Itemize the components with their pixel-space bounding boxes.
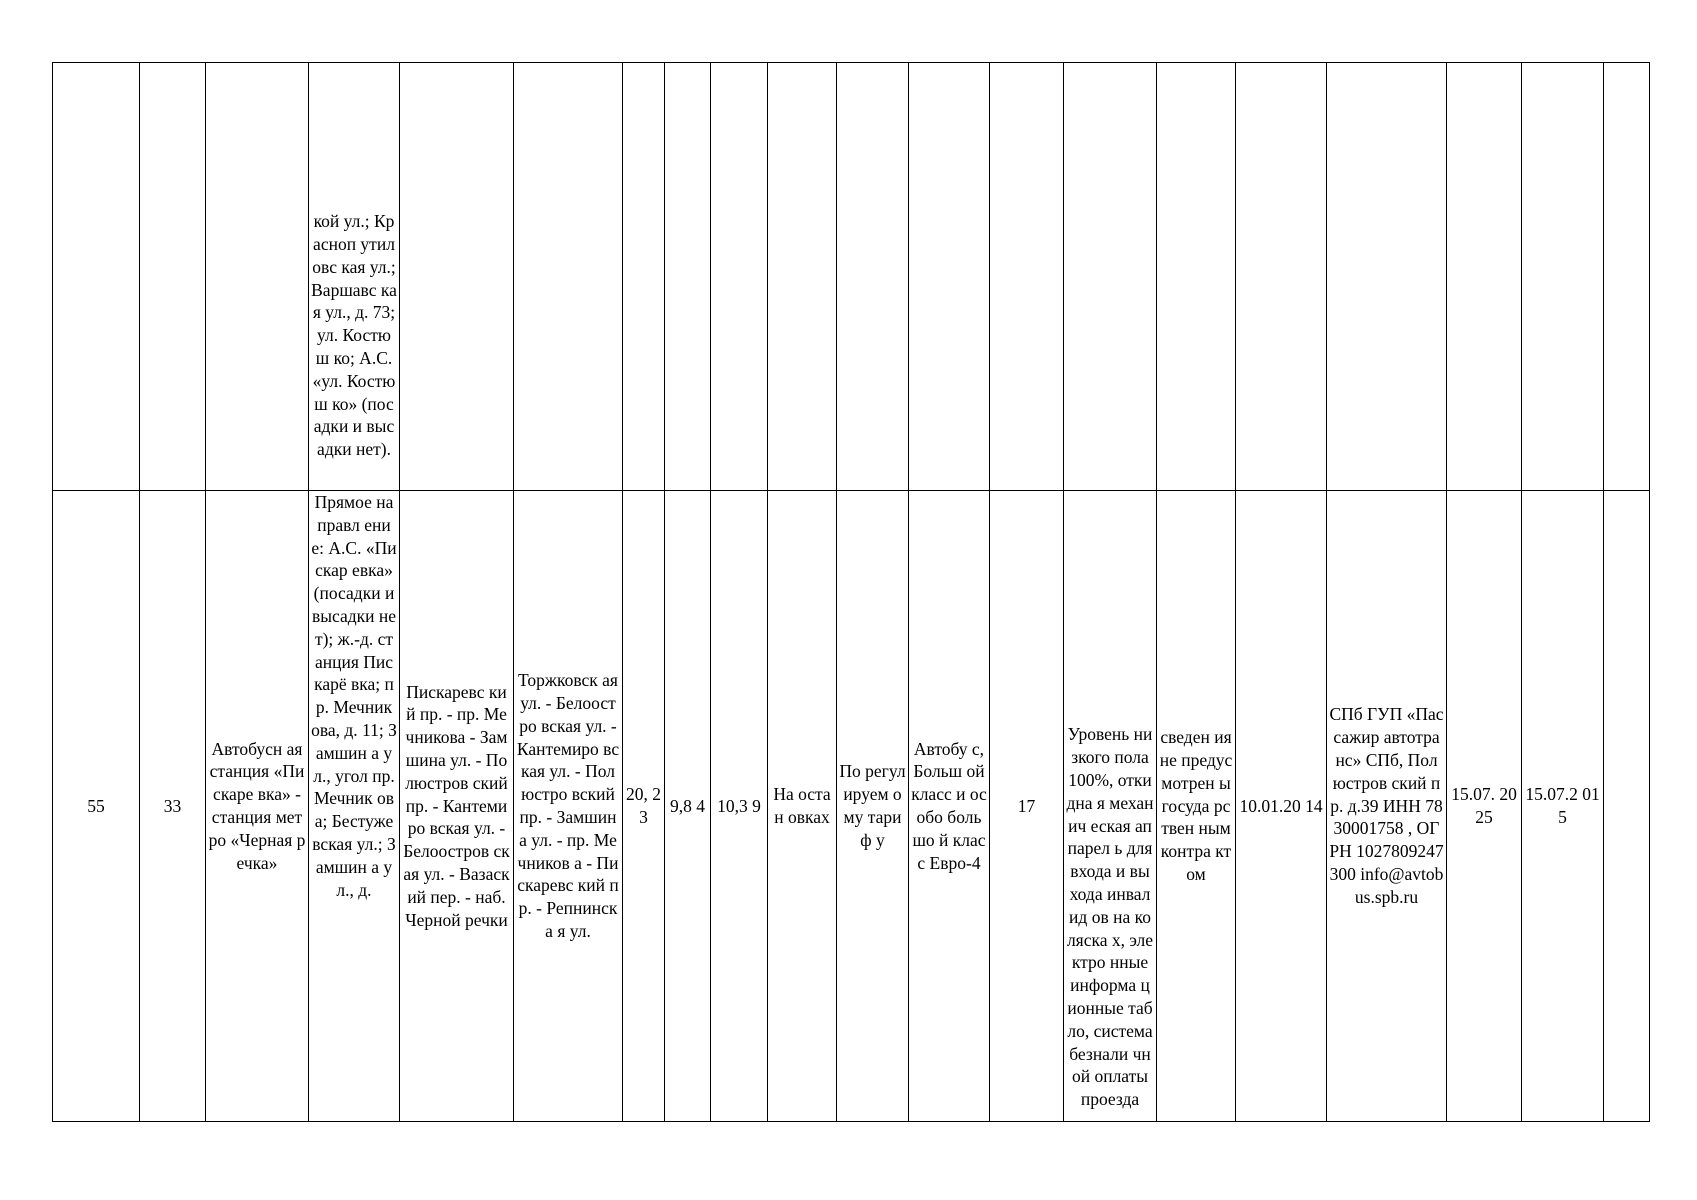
cell-stops: Прямое направл ение: А.С. «Пискар евка» (посадки и высадки нет); ж.-д. станция Пискарё вка; пр. Мечник ова, д. 11; Замшин а ул., угол пр. Мечник ова; Бестуже вская ул.; Замшин а ул., д. bbox=[309, 491, 400, 1122]
cell-characteristics: Уровень низкого пола 100%, откидна я механич еская аппарел ь для входа и выхода инвалид ов на коляска х, электро нные информа ционные табло, система безнали чной оплаты проезда bbox=[1064, 491, 1157, 1122]
cell-empty bbox=[909, 63, 990, 491]
cell-reg-number: 55 bbox=[53, 491, 140, 1122]
cell-extra bbox=[1604, 491, 1650, 1122]
cell-boarding-order: На остан овках bbox=[768, 491, 837, 1122]
cell-streets-forward: Пискаревс кий пр. - пр. Мечникова - Замшина ул. - Полюстров ский пр. - Кантемиро вская ул. - Белоостров ская ул. - Вазаский пер. - наб. Черной речки bbox=[400, 491, 514, 1122]
cell-empty bbox=[1064, 63, 1157, 491]
cell-empty bbox=[623, 63, 665, 491]
cell-empty bbox=[1236, 63, 1327, 491]
table-row-continuation bbox=[53, 63, 1650, 491]
cell-empty bbox=[400, 63, 514, 491]
cell-vehicle-count: 17 bbox=[990, 491, 1064, 1122]
cell-empty bbox=[1447, 63, 1522, 491]
cell-start-date: 10.01.20 14 bbox=[1236, 491, 1327, 1122]
cell-streets-backward: Торжковск ая ул. - Белоостро вская ул. - Кантемиро вская ул. - Полюстро вский пр. - Замшина ул. - пр. Мечников а - Пискаревс кий пр. - Репнинска я ул. bbox=[514, 491, 623, 1122]
table-row-route bbox=[53, 491, 1650, 1122]
cell-fare-type: По регул ируем ому тариф у bbox=[837, 491, 909, 1122]
cell-empty bbox=[514, 63, 623, 491]
cell-date-2: 15.07.2 015 bbox=[1522, 491, 1604, 1122]
cell-empty bbox=[1604, 63, 1650, 491]
cell-stops: кой ул.; Красноп утиловс кая ул.; Варшавс кая ул., д. 73; ул. Костюш ко; А.С. «ул. Костюш ко» (посадки и высадки нет). bbox=[309, 63, 400, 491]
cell-carrier: СПб ГУП «Пассажир автотранс» СПб, Полюстров ский пр. д.39 ИНН 7830001758 , ОГРН 1027809247 300 info@avtob us.spb.ru bbox=[1327, 491, 1447, 1122]
route-registry-table bbox=[52, 62, 1650, 1122]
cell-length-forward: 9,8 4 bbox=[665, 491, 711, 1122]
cell-route-name: Автобусн ая станция «Пискаре вка» - станция метро «Черная речка» bbox=[206, 491, 309, 1122]
cell-empty bbox=[206, 63, 309, 491]
cell-empty bbox=[711, 63, 768, 491]
cell-empty bbox=[768, 63, 837, 491]
cell-date-1: 15.07. 2025 bbox=[1447, 491, 1522, 1122]
cell-vehicle: Автобу с, Больш ой класс и особо большо й класс Евро-4 bbox=[909, 491, 990, 1122]
cell-route-number: 33 bbox=[140, 491, 206, 1122]
cell-empty bbox=[665, 63, 711, 491]
cell-empty bbox=[1157, 63, 1236, 491]
cell-empty bbox=[140, 63, 206, 491]
cell-length-total: 20, 23 bbox=[623, 491, 665, 1122]
cell-contract: сведен ия не предус мотрен ы госуда рствен ным контра ктом bbox=[1157, 491, 1236, 1122]
cell-empty bbox=[1327, 63, 1447, 491]
cell-length-backward: 10,3 9 bbox=[711, 491, 768, 1122]
cell-empty bbox=[990, 63, 1064, 491]
cell-empty bbox=[1522, 63, 1604, 491]
cell-empty bbox=[53, 63, 140, 491]
cell-empty bbox=[837, 63, 909, 491]
